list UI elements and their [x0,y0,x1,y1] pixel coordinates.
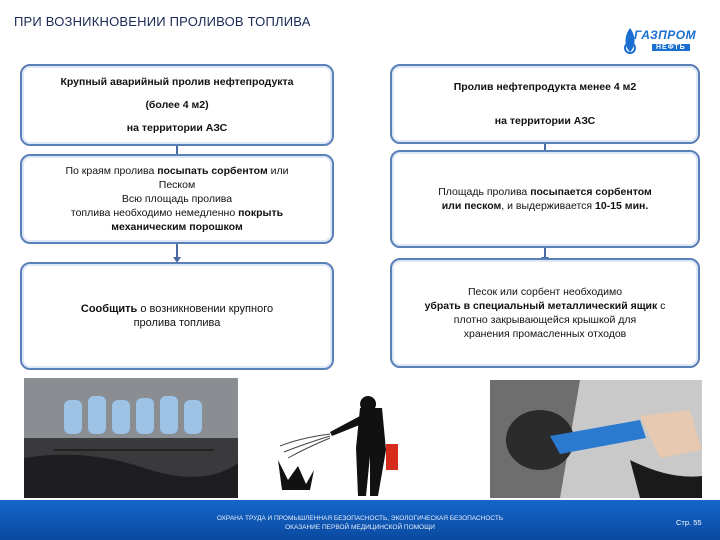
text-bold: 10-15 мин. [595,200,649,212]
right-step1-box [390,150,700,248]
footer-line2: ОКАЗАНИЕ ПЕРВОЙ МЕДИЦИНСКОЙ ПОМОЩИ [285,524,435,531]
footer-line1: ОХРАНА ТРУДА И ПРОМЫШЛЕННАЯ БЕЗОПАСНОСТЬ, ЭКОЛОГИЧЕСКАЯ БЕЗОПАСНОСТЬ [216,515,504,522]
right-header-line1: Пролив нефтепродукта менее 4 м2 [453,81,637,93]
text: Всю площадь пролива [121,193,233,205]
footer-text [150,514,570,532]
left-step2-box [20,262,334,370]
left-step1-box [20,154,334,244]
left-arrow-2 [176,244,178,258]
left-header-line1: Крупный аварийный пролив нефтепродукта [60,75,294,88]
text: Площадь пролива [438,186,531,198]
text: плотно закрывающейся крышкой для [453,314,637,326]
text-bold: или песком [441,200,502,212]
text: , и выдерживается [501,200,596,212]
text-bold: посыпать сорбентом [157,165,268,177]
left-header-line2: (более 4 м2) [145,98,209,111]
logo-main-text: ГАЗПРОМ [634,28,697,42]
text-bold: Сообщить [80,303,138,315]
text: По краям пролива [65,165,158,177]
left-header-box [20,64,334,146]
flame-spraying-figure-image [270,386,440,498]
page-title: ПРИ ВОЗНИКНОВЕНИИ ПРОЛИВОВ ТОПЛИВА [14,14,311,29]
text-bold: механическим порошком [111,221,243,233]
logo-sub-text: НЕФТЬ [652,44,690,51]
text-bold: посыпается сорбентом [530,186,652,198]
text: пролива топлива [133,317,221,329]
text: с [657,300,666,312]
page-number: Стр. 55 [676,518,702,527]
spill-cleanup-workers-photo [24,378,238,498]
text: хранения промасленных отходов [463,328,627,340]
right-header-box [390,64,700,144]
text: о возникновении крупного [137,303,274,315]
right-header-line2: на территории АЗС [494,115,596,127]
text: топлива необходимо немедленно [70,207,239,219]
text-bold: убрать в специальный металлический ящик [424,300,658,312]
left-header-line3: на территории АЗС [126,122,228,135]
text-bold: покрыть [238,207,284,219]
fuel-nozzle-photo [490,380,702,498]
text: Песком [158,179,196,191]
right-arrow-2 [544,248,546,258]
right-step2-box [390,258,700,368]
text: Песок или сорбент необходимо [467,286,623,298]
text: или [267,165,289,177]
